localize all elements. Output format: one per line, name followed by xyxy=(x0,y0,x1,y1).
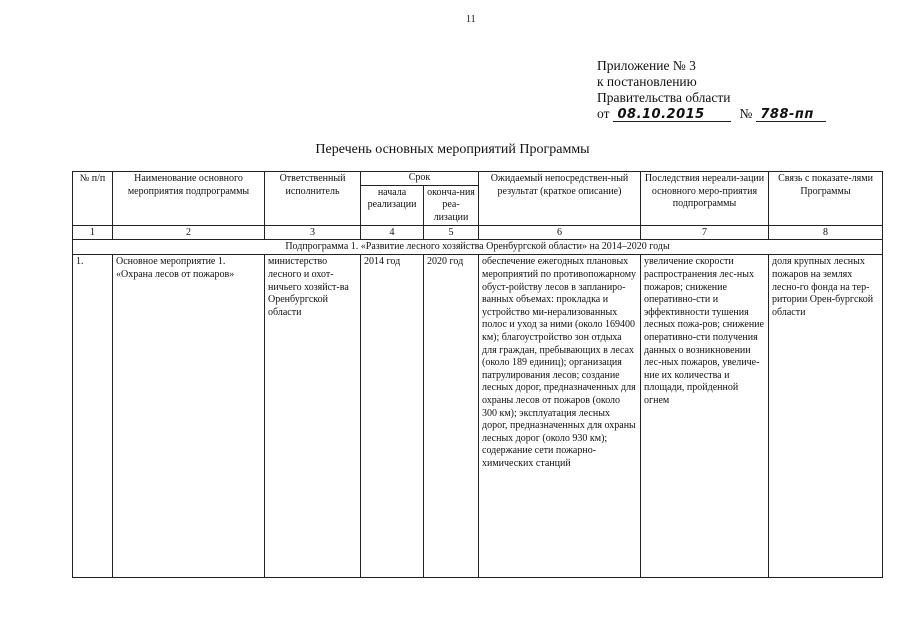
handwritten-number: 788-пп xyxy=(756,108,826,122)
column-number: 7 xyxy=(641,226,769,240)
page-number: 11 xyxy=(466,14,476,25)
row-measure-name: Основное мероприятие 1. «Охрана лесов от пожаров» xyxy=(113,255,265,578)
subprogram-title: Подпрограмма 1. «Развитие лесного хозяйства Оренбургской области» на 2014–2020 годы xyxy=(73,240,883,255)
header-start: начала реализации xyxy=(361,185,424,226)
header-name: Наименование основного мероприятия подпрограммы xyxy=(113,172,265,226)
document-title: Перечень основных мероприятий Программы xyxy=(315,142,590,157)
row-end: 2020 год xyxy=(424,255,479,578)
column-number: 3 xyxy=(265,226,361,240)
column-number: 4 xyxy=(361,226,424,240)
appendix-block xyxy=(597,58,826,122)
number-label: № xyxy=(739,106,753,121)
measures-table xyxy=(72,171,883,578)
row-executor: министерство лесного и охот-ничьего хозяйст-ва Оренбургской области xyxy=(265,255,361,578)
subprogram-row xyxy=(73,240,883,255)
appendix-line-1: Приложение № 3 xyxy=(597,58,696,73)
row-number: 1. xyxy=(73,255,113,578)
table-row xyxy=(73,255,883,578)
column-number: 2 xyxy=(113,226,265,240)
column-number-row xyxy=(73,226,883,240)
header-row-1 xyxy=(73,172,883,186)
header-end: оконча-ния реа-лизации xyxy=(424,185,479,226)
header-num: № п/п xyxy=(73,172,113,226)
row-start: 2014 год xyxy=(361,255,424,578)
column-number: 6 xyxy=(479,226,641,240)
header-executor: Ответственный исполнитель xyxy=(265,172,361,226)
row-result: обеспечение ежегодных плановых мероприятий по противопожарному обуст-ройству лесов в запланиро-ванных объемах: прокладка и устройство ми-нерализованных полос и уход за ними (около 169400 км); благоустройство зон отдыха для граждан, пребывающих в лесах (около 189 единиц); организация патрулирования лесов; создание лесных дорог, предназначенных для охраны лесов от пожаров (около 300 км); эксплуатация лесных дорог, предназначенных для охраны лесных дорог (около 930 км); содержание сети пожарно-химических станций xyxy=(479,255,641,578)
column-number: 1 xyxy=(73,226,113,240)
header-result: Ожидаемый непосредствен-ный результат (краткое описание) xyxy=(479,172,641,226)
row-indicator-link: доля крупных лесных пожаров на землях лесно-го фонда на тер-ритории Орен-бургской области xyxy=(769,255,883,578)
appendix-line-3: Правительства области xyxy=(597,90,731,105)
header-consequences: Последствия нереали-зации основного меро-приятия подпрограммы xyxy=(641,172,769,226)
header-term-group: Срок xyxy=(361,172,479,186)
column-number: 8 xyxy=(769,226,883,240)
from-label: от xyxy=(597,106,610,121)
header-link: Связь с показате-лями Программы xyxy=(769,172,883,226)
appendix-date-line xyxy=(597,106,826,122)
appendix-line-2: к постановлению xyxy=(597,74,697,89)
row-consequences: увеличение скорости распространения лес-ных пожаров; снижение оперативно-сти и эффективности тушения лесных пожа-ров; снижение оперативно-сти получения данных о возникновении лес-ных пожаров, увеличе-ние их количества и площади, пройденной огнем xyxy=(641,255,769,578)
handwritten-date: 08.10.2015 xyxy=(613,108,731,122)
column-number: 5 xyxy=(424,226,479,240)
